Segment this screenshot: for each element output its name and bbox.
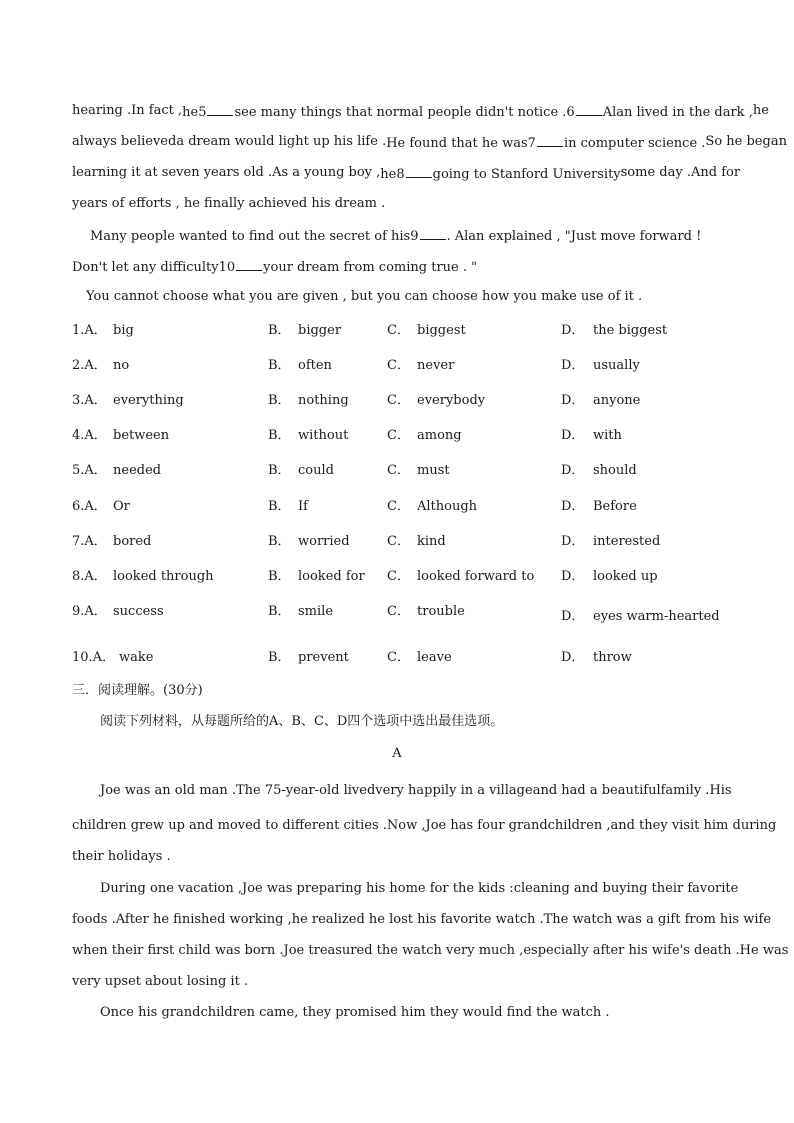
passage-a-p2-l1: During one vacation , Joe was preparing his home for the kids : cleaning and buying their favorite [100, 881, 739, 896]
passage-a-p1-l2: children grew up and moved to different cities . Now , Joe has four grandchildren , and they visit him during [72, 818, 777, 833]
cloze-line-3 [72, 165, 741, 183]
option-row-9: 9.A． success B． smile C． trouble D． eyes warm-hearted [72, 604, 720, 624]
blank-9 [420, 227, 446, 240]
option-row-7: 7.A． bored B． worried C． kind D． interested [72, 534, 661, 549]
text: always believed [72, 134, 177, 149]
cloze-line-2 [72, 134, 787, 152]
text: learning it at seven years old . [72, 165, 273, 180]
text: In fact , [131, 103, 183, 118]
text: some day . [620, 165, 691, 180]
blank-6 [576, 103, 602, 116]
cloze-line-6: Don't let any difficulty10 your dream from coming true . " [72, 260, 478, 275]
blank-5 [207, 103, 233, 116]
option-row-8: 8.A． looked through B． looked for C． looked forward to D． looked up [72, 569, 658, 584]
option-row-6: 6.A． Or B． If C． Although D． Before [72, 499, 637, 514]
text: he8 going to Stanford University [380, 167, 621, 182]
option-row-5: 5.A． needed B． could C． must D． should [72, 463, 637, 478]
passage-a-p1-l3: their holidays . [72, 849, 171, 864]
option-row-10: 10.A． wake B． prevent C． leave D． throw [72, 650, 632, 665]
passage-a-p2-l4: very upset about losing it . [72, 974, 249, 989]
section-instruction: 阅读下列材料，从每题所给的A、B、C、D四个选项中选出最佳选项。 [100, 714, 504, 729]
section-heading: 三．阅读理解。(30分) [72, 683, 203, 698]
option-row-1: 1.A． big B． bigger C． biggest D． the biggest [72, 323, 668, 338]
blank-8 [406, 165, 432, 178]
text: hearing . [72, 103, 132, 118]
text: And for [690, 165, 741, 180]
text: So he began [705, 134, 787, 149]
text: He found that he was7 in computer science . [386, 136, 706, 151]
passage-a-p2-l3: when their first child was born . Joe treasured the watch very much , especially after his wife's death . He was [72, 943, 789, 958]
text: 6 Alan lived in the dark , [566, 105, 753, 120]
cloze-line-1 [72, 103, 769, 121]
text: he [752, 103, 769, 118]
option-row-4: 4.A． between B． without C． among D． with [72, 428, 622, 443]
blank-7 [537, 134, 563, 147]
text: he5 see many things that normal people didn't notice . [182, 105, 567, 120]
option-row-2: 2.A． no B． often C． never D． usually [72, 358, 640, 373]
passage-a-p3-l1: Once his grandchildren came, they promised him they would find the watch . [100, 1005, 610, 1020]
passage-label: A [392, 746, 402, 761]
cloze-line-7: You cannot choose what you are given , but you can choose how you make use of it . [86, 289, 643, 304]
text: a dream would light up his life . [176, 134, 387, 149]
passage-a-p1-l1: Joe was an old man . The 75-year-old lived very happily in a village and had a beautiful family . His [100, 783, 732, 798]
cloze-line-5: Many people wanted to find out the secret of his9 . Alan explained , "Just move forward ! [90, 229, 702, 244]
text: As a young boy , [272, 165, 381, 180]
passage-a-p2-l2: foods . After he finished working , he realized he lost his favorite watch . The watch was a gift from his wife [72, 912, 772, 927]
cloze-line-4: years of efforts , he finally achieved his dream . [72, 196, 386, 211]
blank-10 [236, 258, 262, 271]
option-row-3: 3.A． everything B． nothing C． everybody D． anyone [72, 393, 641, 408]
